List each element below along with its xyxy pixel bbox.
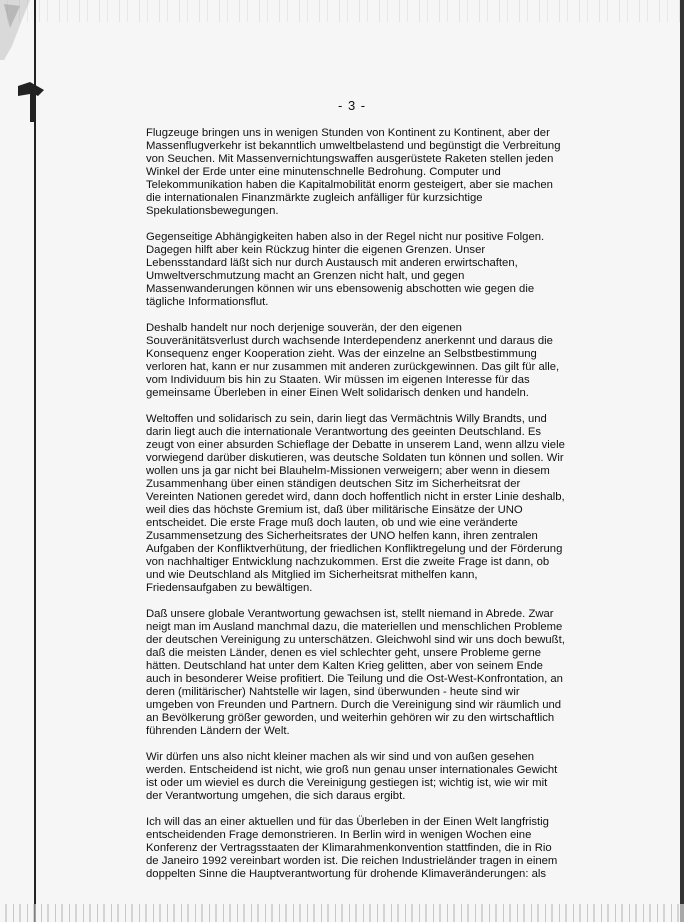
- scan-right-border: [680, 0, 684, 922]
- document-body: [146, 127, 566, 894]
- scan-noise-top: [0, 0, 684, 22]
- scan-left-border: [34, 0, 36, 922]
- scan-noise-bottom: [0, 904, 684, 922]
- binder-clip-mark: [18, 82, 48, 122]
- paragraph: Ich will das an einer aktuellen und für das Überleben in der Einen Welt langfristig entscheidenden Frage demonstrieren. In Berlin wird in wenigen Wochen eine Konferenz der Vertragsstaaten der Klimarahmenkonvention stattfinden, die in Rio de Janeiro 1992 vereinbart worden ist. Die reichen Industrieländer tragen in einem doppelten Sinne die Hauptverantwortung für drohende Klimaveränderungen: als: [146, 816, 558, 880]
- paragraph: Weltoffen und solidarisch zu sein, darin liegt das Vermächtnis Willy Brandts, und darin liegt auch die internationale Verantwortung des geeinten Deutschland. Es zeugt von einer absurden Schieflage der Debatte in unserem Land, wenn allzu viele vorwiegend darüber diskutieren, was deutsche Soldaten tun können und sollen. Wir wollen uns ja gar nicht bei Blauhelm-Missionen verweigern; aber wenn in diesem Zusammenhang über einen ständigen deutschen Sitz im Sicherheitsrat der Vereinten Nationen geredet wird, dann doch hoffentlich nicht in erster Linie deshalb, weil dies das höchste Gremium ist, daß über militärische Einsätze der UNO entscheidet. Die erste Frage muß doch lauten, ob und wie eine veränderte Zusammensetzung des Sicherheitsrates der UNO helfen kann, ihren zentralen Aufgaben der Konfliktverhütung, der friedlichen Konfliktregelung und der Förderung von nachhaltiger Entwicklung nachzukommen. Erst die zweite Frage ist dann, ob und wie Deutschland als Mitglied im Sicherheitsrat mithelfen kann, Friedensaufgaben zu bewältigen.: [146, 413, 565, 594]
- paragraph: Gegenseitige Abhängigkeiten haben also in der Regel nicht nur positive Folgen. Dagegen hilft aber kein Rückzug hinter die eigenen Grenzen. Unser Lebensstandard läßt sich nur durch Austausch mit anderen erwirtschaften, Umweltverschmutzung macht an Grenzen nicht halt, und gegen Massenwanderungen können wir uns ebensowenig abschotten wie gegen die tägliche Informationsflut.: [146, 231, 545, 308]
- paragraph: Wir dürfen uns also nicht kleiner machen als wir sind und von außen gesehen werden. Entscheidend ist nicht, wie groß nun genau unser internationales Gewicht ist oder um wieviel es durch die Vereinigung gestiegen ist; wichtig ist, wie wir mit der Verantwortung umgehen, die sich daraus ergibt.: [146, 751, 558, 802]
- scan-corner-mark: [0, 0, 32, 60]
- paragraph: Deshalb handelt nur noch derjenige souverän, der den eigenen Souveränitätsverlust durch wachsende Interdependenz anerkennt und daraus die Konsequenz enger Kooperation zieht. Was der einzelne an Selbstbestimmung verloren hat, kann er nur zusammen mit anderen zurückgewinnen. Das gilt für alle, vom Individuum bis hin zu Staaten. Wir müssen im eigenen Interesse für das gemeinsame Überleben in einer Einen Welt solidarisch denken und handeln.: [146, 322, 560, 399]
- paragraph: Daß unsere globale Verantwortung gewachsen ist, stellt niemand in Abrede. Zwar neigt man im Ausland manchmal dazu, die materiellen und menschlichen Probleme der deutschen Vereinigung zu unterschätzen. Gleichwohl sind wir uns doch bewußt, daß die meisten Länder, denen es viel schlechter geht, unsere Probleme gerne hätten. Deutschland hat unter dem Kalten Krieg gelitten, aber von seinem Ende auch in besonderer Weise profitiert. Die Teilung und die Ost-West-Konfrontation, an deren (militärischer) Nahtstelle wir lagen, sind überwunden - heute sind wir umgeben von Freunden und Partnern. Durch die Vereinigung sind wir räumlich und an Bevölkerung größer geworden, und weiterhin gehören wir zu den wirtschaftlich führenden Ländern der Welt.: [146, 608, 565, 737]
- paragraph: Flugzeuge bringen uns in wenigen Stunden von Kontinent zu Kontinent, aber der Massenflugverkehr ist bekanntlich umweltbelastend und begünstigt die Verbreitung von Seuchen. Mit Massenvernichtungswaffen ausgerüstete Raketen stellen jeden Winkel der Erde unter eine minutenschnelle Bedrohung. Computer und Telekommunikation haben die Kapitalmobilität enorm gesteigert, aber sie machen die internationalen Finanzmärkte zugleich anfälliger für kurzsichtige Spekulationsbewegungen.: [146, 127, 561, 217]
- page-number: - 3 -: [338, 98, 367, 113]
